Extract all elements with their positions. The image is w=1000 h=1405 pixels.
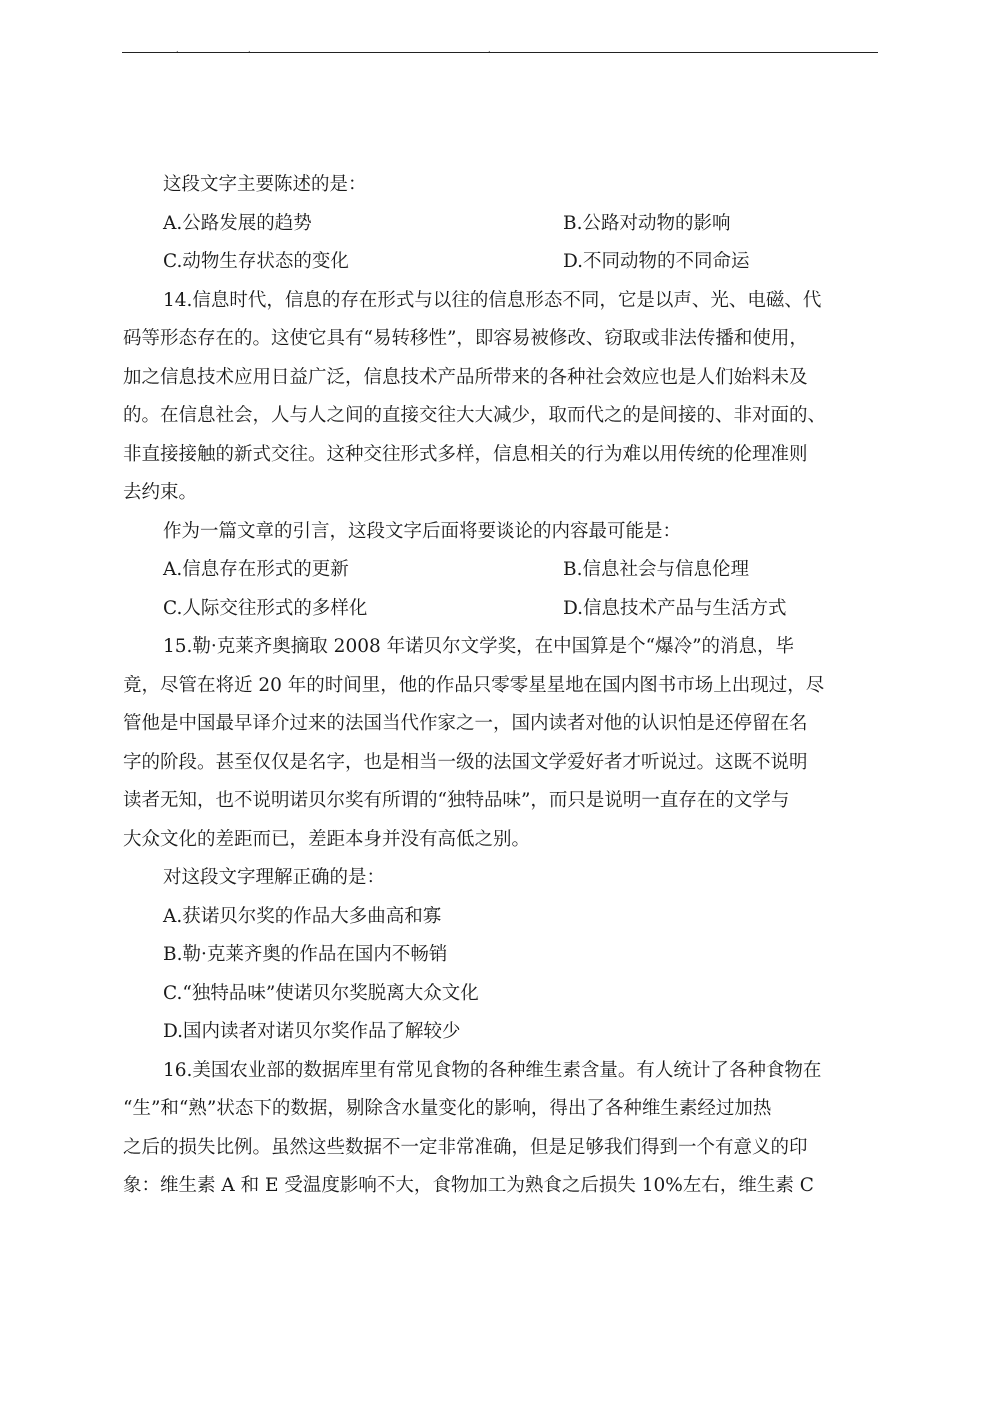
option-b: B.信息社会与信息伦理 xyxy=(563,559,749,580)
option-d: D.不同动物的不同命运 xyxy=(563,251,750,272)
paragraph-line: 15.勒·克莱齐奥摘取 2008 年诺贝尔文学奖，在中国算是个“爆冷”的消息，毕 xyxy=(163,636,795,657)
paragraph-line: 读者无知，也不说明诺贝尔奖有所谓的“独特品味”，而只是说明一直存在的文学与 xyxy=(123,790,790,811)
header-dot: . xyxy=(176,45,179,54)
paragraph-line: 竟，尽管在将近 20 年的时间里，他的作品只零零星星地在国内图书市场上出现过，尽 xyxy=(123,674,825,696)
paragraph-line: 之后的损失比例。虽然这些数据不一定非常准确，但是足够我们得到一个有意义的印 xyxy=(123,1136,808,1158)
header-rule xyxy=(122,52,878,53)
option-a: A.信息存在形式的更新 xyxy=(163,559,349,580)
question-stem: 作为一篇文章的引言，这段文字后面将要谈论的内容最可能是： xyxy=(163,520,682,542)
paragraph-line: “生”和“熟”状态下的数据，剔除含水量变化的影响，得出了各种维生素经过加热 xyxy=(123,1098,772,1119)
paragraph-line: 字的阶段。甚至仅仅是名字，也是相当一级的法国文学爱好者才听说过。这既不说明 xyxy=(123,751,808,773)
option-a: A.获诺贝尔奖的作品大多曲高和寡 xyxy=(163,905,442,927)
paragraph-line: 加之信息技术应用日益广泛，信息技术产品所带来的各种社会效应也是人们始料未及 xyxy=(123,366,808,388)
paragraph-line: 象：维生素 A 和 E 受温度影响不大，食物加工为熟食之后损失 10%左右，维生素 C xyxy=(123,1175,814,1196)
option-b: B.公路对动物的影响 xyxy=(563,212,731,234)
paragraph-line: 14.信息时代，信息的存在形式与以往的信息形态不同，它是以声、光、电磁、代 xyxy=(163,289,822,311)
paragraph-line: 去约束。 xyxy=(123,482,198,503)
option-c: C.“独特品味”使诺贝尔奖脱离大众文化 xyxy=(163,982,479,1004)
paragraph-line: 大众文化的差距而已，差距本身并没有高低之别。 xyxy=(123,828,531,850)
paragraph-line: 的。在信息社会，人与人之间的直接交往大大减少，取而代之的是间接的、非对面的、 xyxy=(123,405,827,426)
option-c: C.动物生存状态的变化 xyxy=(163,251,349,272)
question-stem: 这段文字主要陈述的是： xyxy=(163,174,367,195)
document-body xyxy=(123,166,875,1206)
paragraph-line: 16.美国农业部的数据库里有常见食物的各种维生素含量。有人统计了各种食物在 xyxy=(163,1059,822,1081)
paragraph-line: 非直接接触的新式交往。这种交往形式多样，信息相关的行为难以用传统的伦理准则 xyxy=(123,443,808,465)
option-d: D.国内读者对诺贝尔奖作品了解较少 xyxy=(163,1021,461,1042)
option-row xyxy=(163,205,875,244)
paragraph-line: 码等形态存在的。这使它具有“易转移性”，即容易被修改、窃取或非法传播和使用， xyxy=(123,328,808,349)
option-c: C.人际交往形式的多样化 xyxy=(163,597,368,619)
option-a: A.公路发展的趋势 xyxy=(163,212,312,234)
option-row xyxy=(163,243,875,282)
option-row xyxy=(163,590,875,629)
option-d: D.信息技术产品与生活方式 xyxy=(563,597,787,619)
paragraph-line: 管他是中国最早译介过来的法国当代作家之一，国内读者对他的认识怕是还停留在名 xyxy=(123,713,808,734)
question-stem: 对这段文字理解正确的是： xyxy=(163,867,386,888)
option-row xyxy=(163,551,875,590)
header-dot: . xyxy=(248,45,251,54)
option-b: B.勒·克莱齐奥的作品在国内不畅销 xyxy=(163,944,448,965)
header-dot: . xyxy=(488,45,491,54)
